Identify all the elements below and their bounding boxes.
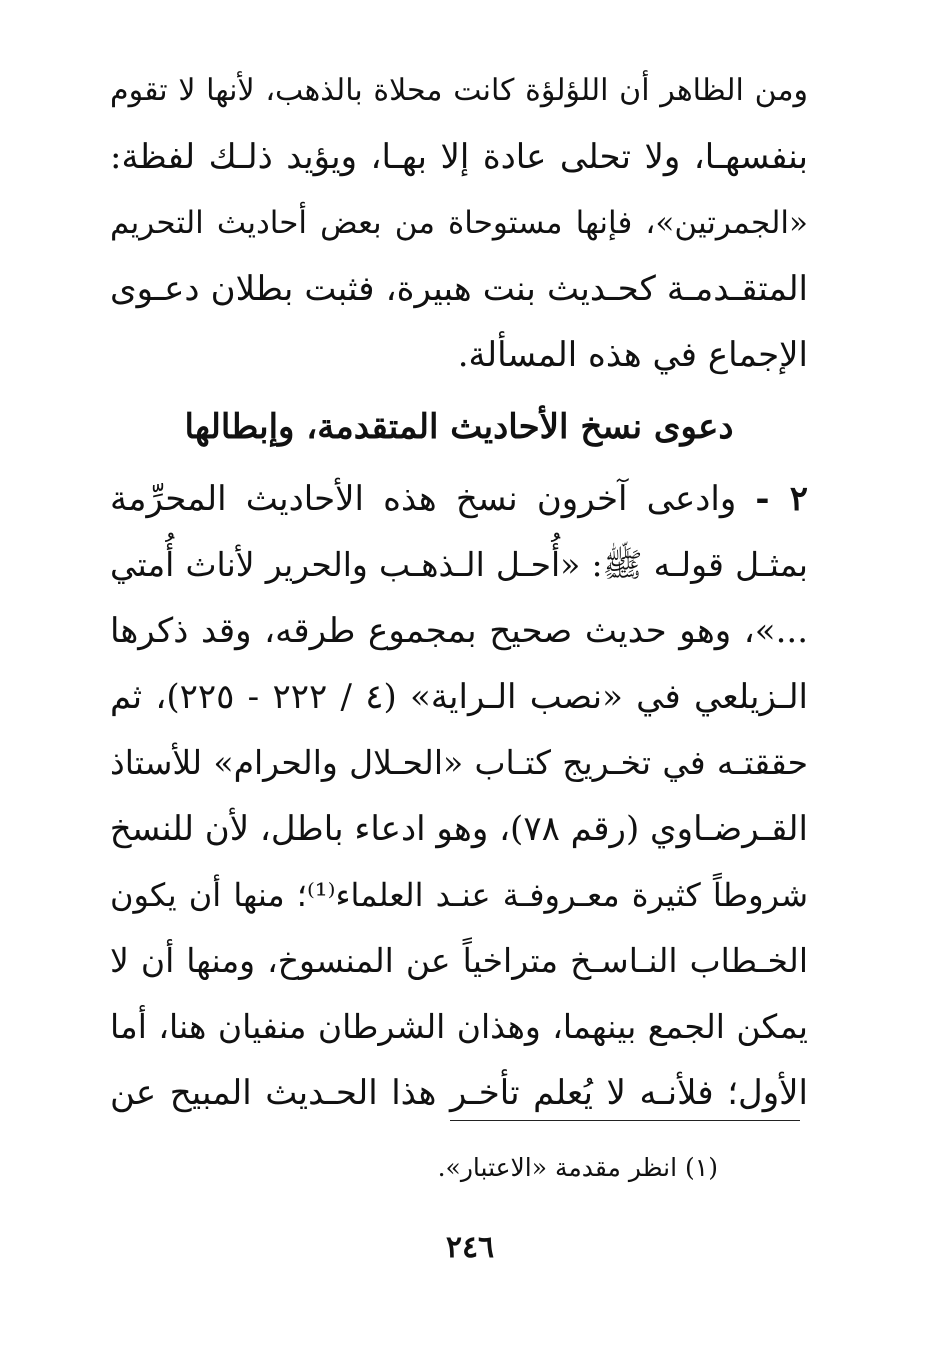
paragraph-number: ٢ - [755,479,808,519]
footnote: (١) انظر مقدمة «الاعتبار». [437,1153,718,1182]
text-line: القـرضـاوي (رقم ٧٨)، وهو ادعاء باطل، لأن للنسخ [110,809,808,849]
text-line: شروطاً كثيرة معـروفـة عنـد العلماء⁽¹⁾؛ منها أن يكون [110,876,808,914]
text-line: المتقـدمـة كحـديث بنت هبيرة، فثبت بطلان دعـوى [110,269,808,309]
text-line: الـزيلعي في «نصب الـراية» (٤ / ٢٢٢ - ٢٢٥)، ثم [110,677,808,717]
text-line: ومن الظاهر أن اللؤلؤة كانت محلاة بالذهب، لأنها لا تقوم [110,73,808,108]
section-heading: دعوى نسخ الأحاديث المتقدمة، وإبطالها [184,407,734,447]
text-line: يمكن الجمع بينهما، وهذان الشرطان منفيان هنا، أما [110,1007,808,1046]
page-number: ٢٤٦ [445,1230,495,1265]
text-line: الخـطاب النـاسـخ متراخياً عن المنسوخ، ومنها أن لا [110,941,808,980]
main-text [110,58,808,1126]
text-line: الأول؛ فلأنـه لا يُعلم تأخـر هذا الحـديث المبيح عن [110,1073,808,1113]
text-line: الإجماع في هذه المسألة. [457,335,808,375]
text-line: بمثـل قولـه ﷺ: «أُحـل الـذهـب والحرير لأناث أُمتي [110,545,808,584]
paragraph-first-line [110,466,808,532]
paragraph-first-line-text: وادعى آخرون نسخ هذه الأحاديث المحرِّمة [110,479,737,519]
text-line: ...»، وهو حديث صحيح بمجموع طرقه، وقد ذكرها [110,611,808,651]
text-line: «الجمرتين»، فإنها مستوحاة من بعض أحاديث التحريم [110,205,808,241]
footnote-divider [450,1120,800,1121]
text-line: بنفسهـا، ولا تحلى عادة إلا بهـا، ويؤيد ذلـك لفظة: [110,137,808,177]
text-line: حققتـه في تخـريج كتـاب «الحـلال والحرام» للأستاذ [110,743,808,782]
